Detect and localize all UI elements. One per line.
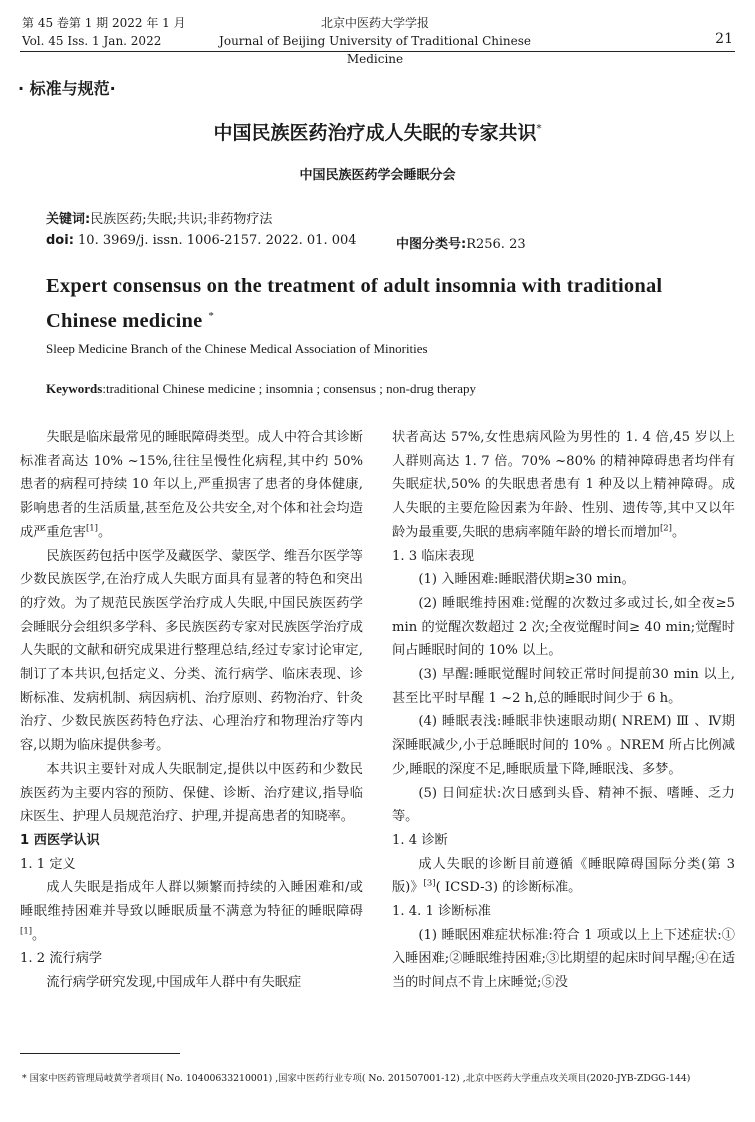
english-keywords-label: Keywords bbox=[46, 381, 103, 396]
english-title-marker: * bbox=[208, 310, 215, 322]
symptom-item: (5) 日间症状:次日感到头昏、精神不振、嗜睡、乏力等。 bbox=[392, 785, 735, 825]
citation: [1] bbox=[85, 523, 98, 534]
paragraph: 状者高达 57%,女性患病风险为男性的 1. 4 倍,45 岁以上人群则高达 1. 7 倍。70% ~80% 的精神障碍患者均伴有失眠症状,50% 的失眠患者患有 1 种及以上精神障碍。成人失眠的主要危险因素为年龄、性别、遗传等,其中又以年龄为最重要,失眠的患病率随年龄的增长而增加[2]。 bbox=[392, 430, 735, 540]
page-number: 21 bbox=[715, 31, 733, 47]
english-keywords-value: :traditional Chinese medicine ; insomnia ; consensus ; non-drug therapy bbox=[102, 381, 477, 396]
paragraph: 流行病学研究发现,中国成年人群中有失眠症 bbox=[46, 975, 302, 991]
author-organization: 中国民族医药学会睡眠分会 bbox=[299, 168, 456, 183]
issue-en: Vol. 45 Iss. 1 Jan. 2022 bbox=[22, 34, 162, 48]
clc-number bbox=[396, 233, 526, 252]
section-tag: · 标准与规范· bbox=[18, 79, 116, 98]
issue-cn: 第 45 卷第 1 期 2022 年 1 月 bbox=[22, 16, 186, 30]
keywords-cn bbox=[46, 208, 272, 227]
doi-label: doi: bbox=[46, 233, 74, 248]
keywords-label: 关键词: bbox=[46, 212, 91, 227]
english-title-text: Expert consensus on the treatment of adult insomnia with traditional Chinese medicine bbox=[46, 275, 663, 332]
paragraph: 民族医药包括中医学及藏医学、蒙医学、维吾尔医学等少数民族医学,在治疗成人失眠方面具有显著的特色和突出的疗效。为了规范民族医学治疗成人失眠,中国民族医药学会睡眠分会组织多学科、多民族医药专家对民族医学治疗成人失眠的文献和研究成果进行整理总结,经过专家讨论审定,制订了本共识,包括定义、分类、流行病学、临床表现、诊断标准、发病机制、病因病机、治疗原则、药物治疗、针灸治疗、少数民族医药特色疗法、心理治疗和物理治疗等内容,以期为临床提供参考。 bbox=[20, 548, 363, 754]
funding-footnote: * 国家中医药管理局岐黄学者项目( No. 10400633210001) ,国家中医药行业专项( No. 201507001-12) ,北京中医药大学重点攻关项目(2020-JYB-ZDGG-144) bbox=[22, 1073, 691, 1084]
heading-level-2: 1. 2 流行病学 bbox=[20, 951, 103, 967]
doi-value: 10. 3969/j. issn. 1006-2157. 2022. 01. 004 bbox=[73, 233, 357, 248]
heading-level-3: 1. 4. 1 诊断标准 bbox=[392, 904, 491, 920]
journal-en: Journal of Beijing University of Traditional Chinese Medicine bbox=[219, 34, 531, 66]
citation: [1] bbox=[20, 926, 33, 937]
paragraph: 成人失眠是指成年人群以频繁而持续的入睡困难和/或睡眠维持困难并导致以睡眠质量不满意为特征的睡眠障碍[1]。 bbox=[20, 880, 363, 943]
heading-level-2: 1. 3 临床表现 bbox=[392, 548, 475, 564]
paragraph: 成人失眠的诊断目前遵循《睡眠障碍国际分类(第 3 版)》[3]( ICSD-3) 的诊断标准。 bbox=[392, 856, 735, 896]
article-title-text: 中国民族医药治疗成人失眠的专家共识 bbox=[213, 122, 537, 144]
running-header-issue bbox=[22, 14, 186, 50]
body-left-column bbox=[20, 426, 363, 995]
heading-level-2: 1. 1 定义 bbox=[20, 856, 76, 872]
doi bbox=[46, 233, 357, 248]
footnote-divider bbox=[20, 1053, 180, 1054]
paragraph: 本共识主要针对成人失眠制定,提供以中医药和少数民族医药为主要内容的预防、保健、诊断、治疗建议,指导临床医生、护理人员规范治疗、护理,并提高患者的知晓率。 bbox=[20, 761, 363, 825]
symptom-item: (3) 早醒:睡眠觉醒时间较正常时间提前30 min 以上,甚至比平时早醒 1 ~2 h,总的睡眠时间少于 6 h。 bbox=[392, 667, 735, 706]
citation: [2] bbox=[659, 523, 672, 534]
running-header-journal bbox=[210, 14, 540, 68]
article-title bbox=[0, 118, 755, 145]
body-right-column bbox=[392, 426, 735, 995]
clc-value: R256. 23 bbox=[466, 237, 526, 252]
english-keywords bbox=[46, 381, 476, 397]
symptom-item: (1) 入睡困难:睡眠潜伏期≥30 min。 bbox=[418, 572, 635, 588]
clc-label: 中图分类号: bbox=[396, 237, 467, 252]
title-footnote-marker: * bbox=[536, 123, 542, 135]
symptom-item: (2) 睡眠维持困难:觉醒的次数过多或过长,如全夜≥5 min 的觉醒次数超过 2 次;全夜觉醒时间≥ 40 min;觉醒时间占睡眠时间的 10% 以上。 bbox=[392, 595, 735, 659]
keywords-value: 民族医药;失眠;共识;非药物疗法 bbox=[90, 212, 273, 227]
english-organization: Sleep Medicine Branch of the Chinese Medical Association of Minorities bbox=[46, 341, 428, 356]
header-divider bbox=[20, 51, 735, 52]
heading-level-2: 1. 4 诊断 bbox=[392, 832, 448, 848]
symptom-item: (4) 睡眠表浅:睡眠非快速眼动期( NREM) Ⅲ 、Ⅳ期深睡眠减少,小于总睡眠时间的 10% 。NREM 所占比例减少,睡眠的深度不足,睡眠质量下降,睡眠浅、多梦。 bbox=[392, 714, 735, 777]
citation: [3] bbox=[423, 878, 436, 889]
journal-cn: 北京中医药大学学报 bbox=[320, 16, 429, 30]
paragraph: 失眠是临床最常见的睡眠障碍类型。成人中符合其诊断标准者高达 10% ~15%,往往呈慢性化病程,其中约 50% 患者的病程可持续 10 年以上,严重损害了患者的身体健康,影响患者的生活质量,甚至危及公共安全,对个体和社会均造成严重危害[1]。 bbox=[20, 430, 363, 540]
english-title bbox=[46, 271, 726, 336]
paragraph: (1) 睡眠困难症状标准:符合 1 项或以上上下述症状:①入睡困难;②睡眠维持困难;③比期望的起床时间早醒;④在适当的时间点不肯上床睡觉;⑤没 bbox=[392, 927, 736, 991]
heading-level-1: 1 西医学认识 bbox=[20, 832, 100, 848]
